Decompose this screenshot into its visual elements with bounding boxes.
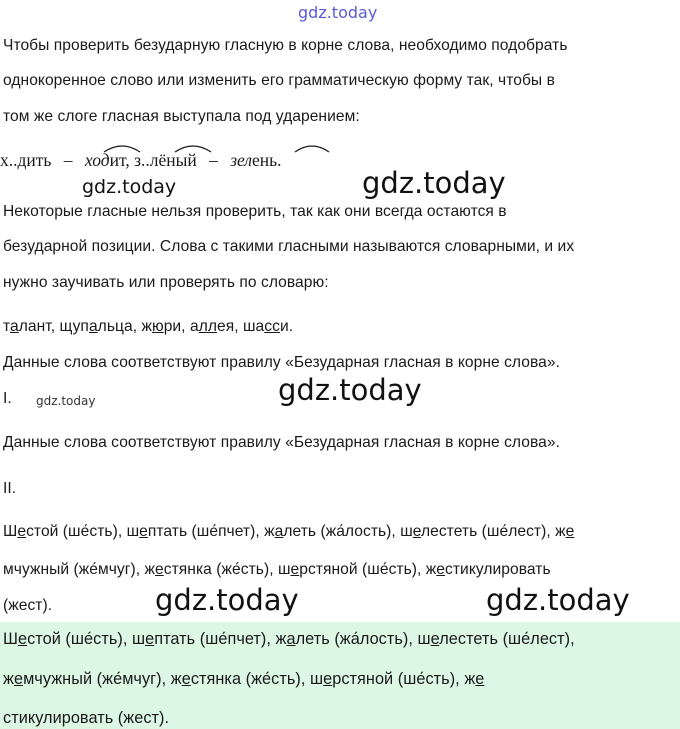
watermark: gdz.today	[362, 166, 506, 200]
dash: –	[63, 150, 73, 170]
dict-line-1: Некоторые гласные нельзя проверить, так как они всегда остаются в	[3, 203, 507, 220]
rule-note: Данные слова соответствуют правилу «Безударная гласная в корне слова».	[3, 434, 560, 451]
rule-line-1: Чтобы проверить безударную гласную в корне слова, необходимо подобрать	[3, 37, 568, 54]
answer-line-1: Шестой (ше́сть), шептать (ше́пчет), жалеть (жа́лость), шелестеть (ше́лест), же	[3, 523, 575, 540]
answer-highlight-line-3: стикулировать (жест).	[3, 709, 170, 727]
dictionary-words: талант, щупальца, жюри, аллея, шасси.	[3, 318, 294, 335]
watermark: gdz.today	[155, 583, 299, 617]
roman-numeral-2: II.	[3, 480, 17, 497]
answer-highlight-line-1: Шестой (ше́сть), шептать (ше́пчет), жалеть (жа́лость), шелестеть (ше́лест),	[3, 630, 575, 648]
answer-line-3: (жест).	[3, 597, 53, 614]
rule-line-2: однокоренное слово или изменить его грамматическую форму так, чтобы в	[3, 72, 555, 89]
dict-line-3: нужно заучивать или проверять по словарю:	[3, 274, 329, 291]
rule-line-3: том же слоге гласная выступала под ударением:	[3, 108, 360, 125]
example-words	[0, 150, 282, 171]
example-ending: ит,	[109, 150, 130, 170]
roman-numeral-1: I.	[3, 390, 12, 407]
watermark: gdz.today	[278, 373, 422, 407]
rule-note: Данные слова соответствуют правилу «Безударная гласная в корне слова».	[3, 354, 560, 371]
dash: –	[209, 150, 218, 170]
answer-line-2: мчужный (же́мчуг), жестянка (же́сть), шерстяной (ше́сть), жестикулировать	[3, 561, 551, 578]
root-arc-icon	[294, 143, 330, 153]
dict-line-2: безударной позиции. Слова с такими гласными называются словарными, и их	[3, 238, 575, 255]
answer-highlight-line-2: жемчужный (же́мчуг), жестянка (же́сть), шерстяной (ше́сть), же	[3, 670, 485, 688]
example-root: зел	[230, 150, 253, 170]
example-word: з..лёный	[134, 150, 197, 170]
example-ending: ень.	[252, 150, 282, 170]
watermark: gdz.today	[486, 583, 630, 617]
watermark: gdz.today	[36, 394, 96, 408]
example-word: х..дить	[0, 150, 52, 170]
watermark: gdz.today	[82, 176, 177, 198]
example-root: ход	[84, 150, 110, 170]
watermark-top: gdz.today	[298, 3, 378, 22]
